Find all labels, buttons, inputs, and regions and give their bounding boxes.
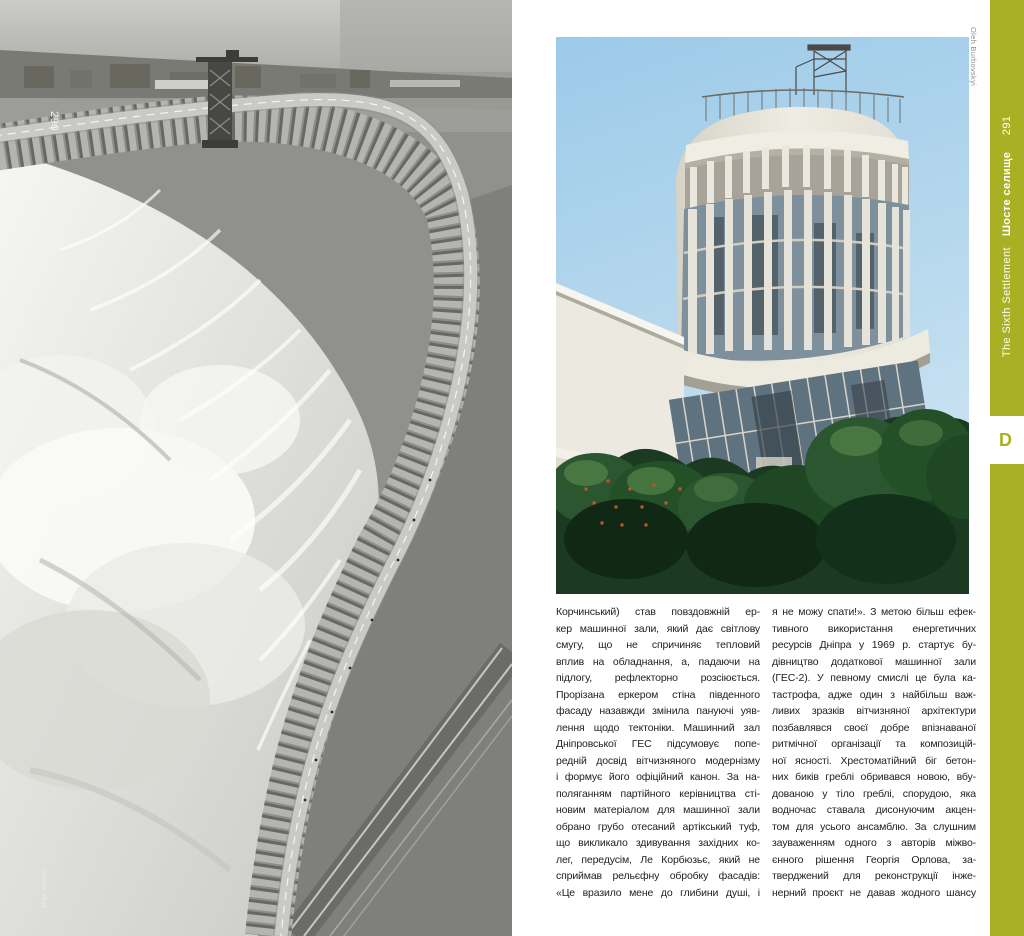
sidebar-title-en: The Sixth Settlement <box>1001 247 1013 358</box>
text-line: (ГЕС-2). У певному смислі це була ка- <box>772 672 976 684</box>
text-line: нерний проєкт не давав жодного шансу <box>772 886 976 899</box>
sidebar <box>990 0 1024 936</box>
column-left <box>556 604 760 901</box>
text-line: єнного рішення Георгія Орлова, за- <box>772 853 976 866</box>
text-line: ресурсів Дніпра у 1969 р. стартує бу- <box>772 639 976 651</box>
text-line: тверджений для реконструкції інже- <box>772 870 976 882</box>
text-line: ливих зразків вітчизняної архітектури <box>772 705 976 717</box>
photo-credit-left: Max Alpert <box>39 868 48 908</box>
text-line: редній досвід вітчизняного модернізму <box>556 754 760 767</box>
text-line: дованою у тіло греблі, спорудою, яка <box>772 787 976 800</box>
text-line: обрано грубо отесаний артікський туф, <box>556 820 760 833</box>
text-line: кер машинної зали, який дає світлову <box>556 622 760 635</box>
text-line: смугу, що не спричиняє тепловий <box>556 639 760 651</box>
sidebar-running-head <box>990 36 1024 438</box>
text-line: Прорізана еркером стіна південного <box>556 688 760 701</box>
text-line: вплив на обладнання, а, падаючи на <box>556 655 760 668</box>
text-line: дівництво додаткової машинної зали <box>772 655 976 668</box>
text-line: лег, передусім, Ле Корбюзьє, який не <box>556 853 760 866</box>
text-line: і формує його офіційний канон. За на- <box>556 771 760 783</box>
text-line: ритмічної організації та композицій- <box>772 738 976 750</box>
text-line: тивного використання енергетичних <box>772 622 976 635</box>
page-number-right: 291 <box>1001 116 1013 136</box>
photo-credit-right: Oleh Burbovskyi <box>969 27 978 87</box>
text-line: я не можу спати!». З метою більш ефек- <box>772 606 976 618</box>
text-line: них биків греблі обривався новою, вбу- <box>772 771 976 783</box>
text-line: поляганням партійного керівництва сті- <box>556 787 760 800</box>
text-line: том для усього ансамблю. За слушним <box>772 820 976 833</box>
section-tab-letter: D <box>999 429 1012 450</box>
text-columns <box>556 604 976 901</box>
building-photo <box>556 37 969 594</box>
column-right <box>772 604 976 901</box>
text-line: підлогу, рефлекторно розсіюється. <box>556 672 760 684</box>
text-line: водночас ставала дисонуючим акцен- <box>772 804 976 816</box>
sidebar-title-uk: Шосте селище <box>1001 151 1013 237</box>
text-line: новим матеріалом для машинної зали <box>556 804 760 816</box>
text-line: «Це вразило мене до глибини душі, і <box>556 886 760 899</box>
text-line: позбавлявся своєї добре впізнаваної <box>772 721 976 734</box>
text-line: тастрофа, адже один з найбільш важ- <box>772 688 976 701</box>
building-photo-frame <box>556 37 969 594</box>
text-line: Дніпровської ГЕС підсумовує попе- <box>556 738 760 750</box>
page-number-left: 290 <box>48 111 60 132</box>
text-line: Корчинський) став повздовжній ер- <box>556 606 760 618</box>
text-line: фасаду назавжди змінила пануючі уяв- <box>556 705 760 717</box>
text-line: що викликало здивування західних ко- <box>556 837 760 849</box>
text-line: лення щодо тектоніки. Машинний зал <box>556 721 760 734</box>
tower <box>646 107 930 399</box>
section-tab <box>990 416 1024 464</box>
text-line: ної ясності. Хрестоматійний біг бетон- <box>772 754 976 767</box>
text-line: зауваженням одного з авторів міжво- <box>772 837 976 849</box>
text-line: сприймав рельєфну обробку фасадів: <box>556 870 760 882</box>
